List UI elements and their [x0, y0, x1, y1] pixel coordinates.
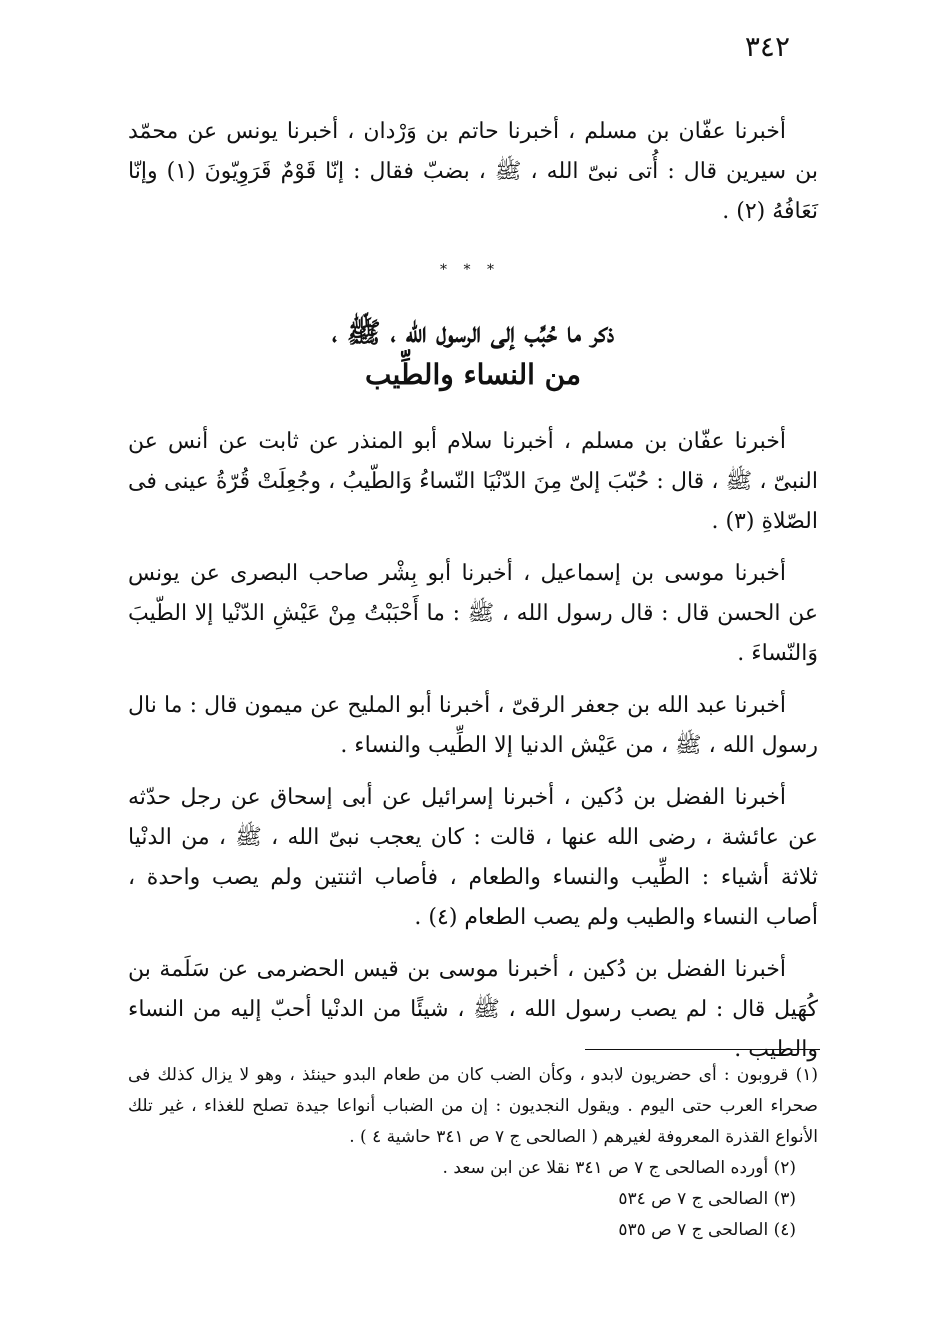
page-number: ٣٤٢	[744, 30, 790, 63]
footnote: (١) قروبون : أى حضريون لابدو ، وكأن الضب كان من طعام البدو حينئذ ، وهو لا يزال كذلك فى صحراء العرب حتى اليوم . ويقول النجديون : إن من الضباب أنواعا جيدة تصلح للغذاء ، غير تلك الأنواع القذرة المعروفة لغيرهم ( الصالحى ج ٧ ص ٣٤١ حاشية ٤ ) .	[128, 1065, 818, 1147]
footnote: (٢) أورده الصالحى ج ٧ ص ٣٤١ نقلا عن ابن سعد .	[442, 1158, 796, 1178]
footnote-rule	[585, 1049, 820, 1050]
paragraph: أخبرنا عبد الله بن جعفر الرقىّ ، أخبرنا أبو المليح عن ميمون قال : ما نال رسول الله ، ﷺ ، من عَيْش الدنيا إلا الطِّيب والنساء .	[128, 693, 818, 758]
chapter-heading	[128, 312, 818, 396]
paragraph: أخبرنا الفضل بن دُكين ، أخبرنا موسى بن قيس الحضرمى عن سَلَمة بن كُهَيل قال : لم يصب رسول الله ، ﷺ ، شيئًا من الدنْيا أحبّ إليه من النساء والطيب .	[128, 957, 818, 1062]
heading-line-2: من النساء والطِّيب	[365, 358, 581, 391]
paragraph: أخبرنا الفضل بن دُكين ، أخبرنا إسرائيل عن أبى إسحاق عن رجل حدّثه عن عائشة ، رضى الله عنها ، قالت : كان يعجب نبىّ الله ، ﷺ ، من الدنْيا ثلاثة أشياء : الطِّيب والنساء والطعام ، فأصاب اثنتين ولم يصب واحدة ، أصاب النساء والطيب ولم يصب الطعام (٤) .	[128, 785, 818, 930]
footnote: (٣) الصالحى ج ٧ ص ٥٣٤	[618, 1189, 796, 1209]
paragraph: أخبرنا موسى بن إسماعيل ، أخبرنا أبو بِشْر صاحب البصرى عن يونس عن الحسن قال : قال رسول الله ، ﷺ : ما أَحْبَبْتُ مِنْ عَيْشِ الدّنْيا إلا الطّيبَ وَالنّساءَ .	[128, 561, 818, 666]
footnote: (٤) الصالحى ج ٧ ص ٥٣٥	[618, 1220, 796, 1240]
footnotes	[128, 1060, 818, 1246]
opening-narration	[128, 112, 818, 232]
heading-line-1: ذكر ما حُبِّب إلى الرسول الله ، ﷺ ،	[331, 316, 615, 349]
paragraph: أخبرنا عفّان بن مسلم ، أخبرنا حاتم بن وَرْدان ، أخبرنا يونس عن محمّد بن سيرين قال : أُتى نبىّ الله ، ﷺ ، بضبّ فقال : إنّا قَوْمٌ قَرَوِيّونَ (١) وإنّا نَعَافُهُ (٢) .	[128, 119, 819, 224]
paragraph: أخبرنا عفّان بن مسلم ، أخبرنا سلام أبو المنذر عن ثابت عن أنس عن النبىّ ، ﷺ ، قال : حُبّبَ إلىّ مِنَ الدّنْيَا النّساءُ وَالطّيبُ ، وجُعِلَتْ قُرّةُ عينى فى الصّلاةِ (٣) .	[128, 429, 818, 534]
chapter-body	[128, 422, 818, 1082]
section-separator: * * *	[440, 262, 500, 278]
